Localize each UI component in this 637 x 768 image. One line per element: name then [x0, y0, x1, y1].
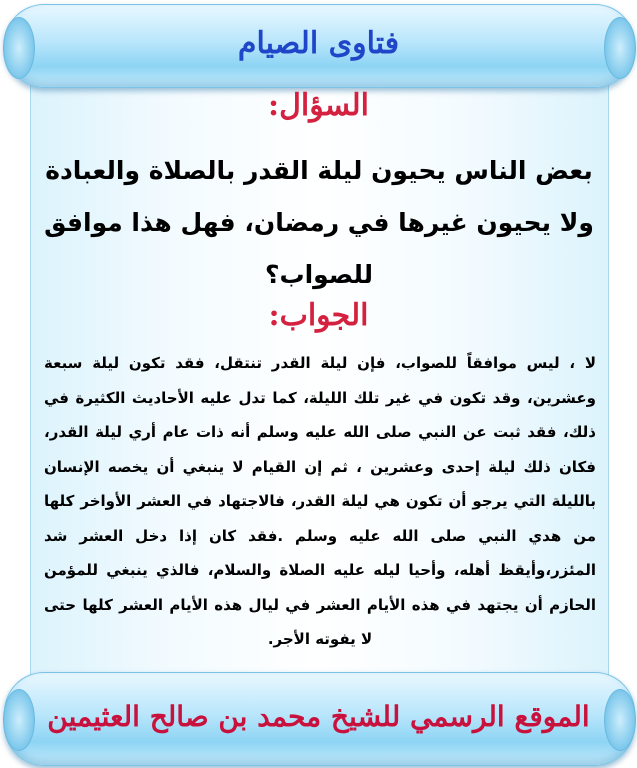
question-label: السؤال: — [268, 88, 369, 123]
page-title: فتاوى الصيام — [237, 26, 400, 61]
answer-label: الجواب: — [268, 298, 369, 333]
answer-text: لا ، ليس موافقاً للصواب، فإن ليلة القدر تنتقل، فقد تكون ليلة سبعة وعشرين، وقد تكون في غير تلك الليلة، كما تدل عليه الأحاديث الكثيرة في ذلك، فقد ثبت عن النبي صلى الله عليه وسلم أنه ذات عام أري ليلة القدر، فكان ذلك ليلة إحدى وعشرين ، ثم إن القيام لا ينبغي أن يخصه الإنسان بالليلة التي يرجو أن تكون هي ليلة القدر، فالاجتهاد في العشر الأواخر كلها من هدي النبي صلى الله عليه وسلم .فقد كان إذا دخل العشر شد المئزر،وأيقظ أهله، وأحيا ليله عليه الصلاة والسلام، فالذي ينبغي للمؤمن الحازم أن يجتهد في هذه الأيام العشر في ليال هذه الأيام العشر كلها حتى لا يفوته الأجر. — [44, 354, 596, 648]
question-text: بعض الناس يحيون ليلة القدر بالصلاة والعبادة ولا يحيون غيرها في رمضان، فهل هذا موافق للصواب؟ — [44, 156, 594, 289]
footer-site-name: الموقع الرسمي للشيخ محمد بن صالح العثيمين — [47, 700, 590, 733]
